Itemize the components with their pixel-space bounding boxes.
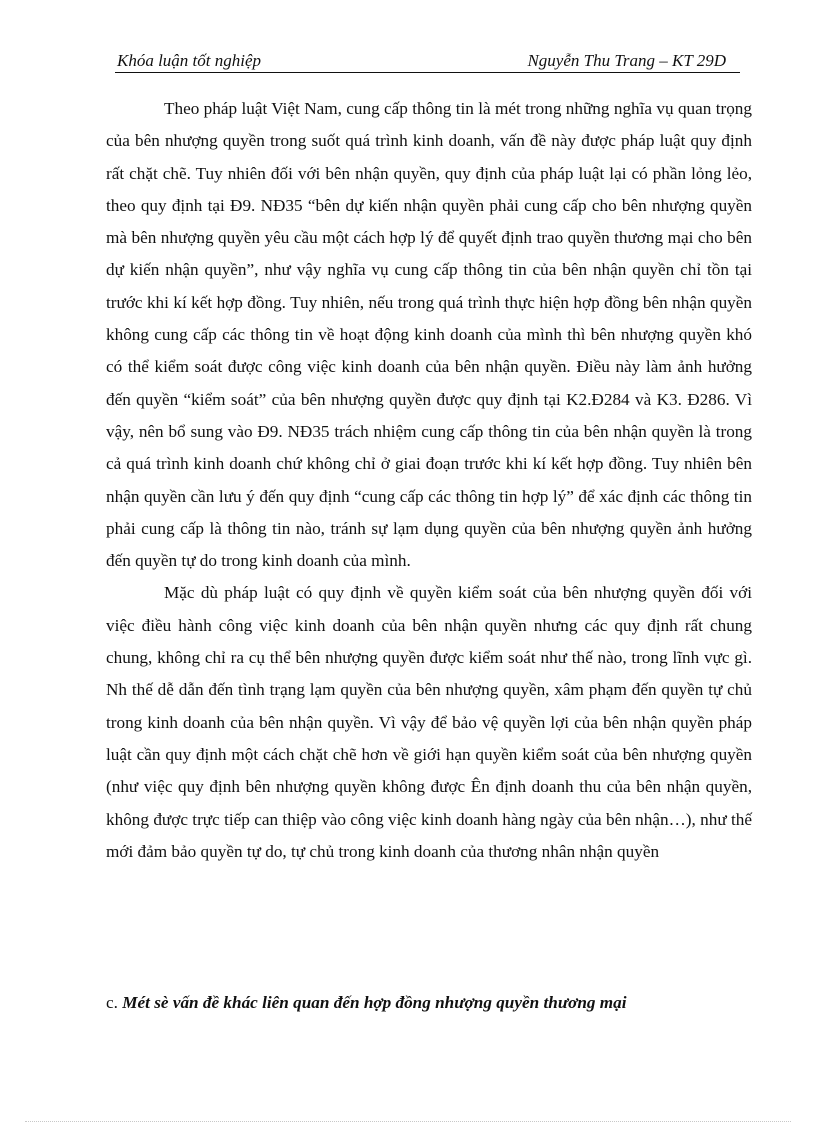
header-document-type: Khóa luận tốt nghiệp [117, 51, 262, 70]
section-heading [106, 987, 752, 1019]
paragraph-control-rights: Mặc dù pháp luật có quy định về quyền kiểm soát của bên nhượng quyền đối với việc điều hành công việc kinh doanh của bên nhận quyền nhưng các quy định rất chung chung, không chỉ ra cụ thể bên nhượng quyền được kiểm soát như thế nào, trong lĩnh vực gì. Nh thế dễ dẫn đến tình trạng lạm quyền của bên nhượng quyền, xâm phạm đến quyền tự chủ trong kinh doanh của bên nhận quyền. Vì vậy để bảo vệ quyền lợi của bên nhận quyền pháp luật cần quy định một cách chặt chẽ hơn về giới hạn quyền kiểm soát của bên nhượng quyền (như việc quy định bên nhượng quyền không được Ên định doanh thu của bên nhận quyền, không được trực tiếp can thiệp vào công việc kinh doanh hàng ngày của bên nhận…), như thế mới đảm bảo quyền tự do, tự chủ trong kinh doanh của thương nhân nhận quyền [106, 583, 752, 861]
page-bottom-rule [25, 1121, 791, 1122]
page-header [115, 50, 740, 73]
section-heading-title: Mét sè vấn đề khác liên quan đến hợp đồng nhượng quyền thương mại [122, 993, 627, 1012]
section-heading-prefix: c. [106, 993, 118, 1012]
paragraph-information-obligation: Theo pháp luật Việt Nam, cung cấp thông tin là mét trong những nghĩa vụ quan trọng của bên nhượng quyền trong suốt quá trình kinh doanh, vấn đề này được pháp luật quy định rất chặt chẽ. Tuy nhiên đối với bên nhận quyền, quy định của pháp luật lại có phần lỏng lẻo, theo quy định tại Đ9. NĐ35 “bên dự kiến nhận quyền phải cung cấp cho bên nhượng quyền mà bên nhượng quyền yêu cầu một cách hợp lý để quyết định trao quyền thương mại cho bên dự kiến nhận quyền”, như vậy nghĩa vụ cung cấp thông tin của bên nhận quyền chỉ tồn tại trước khi kí kết hợp đồng. Tuy nhiên, nếu trong quá trình thực hiện hợp đồng bên nhận quyền không cung cấp các thông tin về hoạt động kinh doanh của mình thì bên nhượng quyền khó có thể kiểm soát được công việc kinh doanh của bên nhận quyền. Điều này làm ảnh hưởng đến quyền “kiểm soát” của bên nhượng quyền được quy định tại K2.Đ284 và K3. Đ286. Vì vậy, nên bổ sung vào Đ9. NĐ35 trách nhiệm cung cấp thông tin của bên nhận quyền là trong cả quá trình kinh doanh chứ không chỉ ở giai đoạn trước khi kí kết hợp đồng. Tuy nhiên bên nhận quyền cần lưu ý đến quy định “cung cấp các thông tin hợp lý” để xác định các thông tin phải cung cấp là thông tin nào, tránh sự lạm dụng quyền của bên nhượng quyền ảnh hưởng đến quyền tự do trong kinh doanh của mình. [106, 99, 752, 571]
header-author: Nguyễn Thu Trang – KT 29D [527, 51, 726, 70]
body-text [106, 93, 752, 868]
